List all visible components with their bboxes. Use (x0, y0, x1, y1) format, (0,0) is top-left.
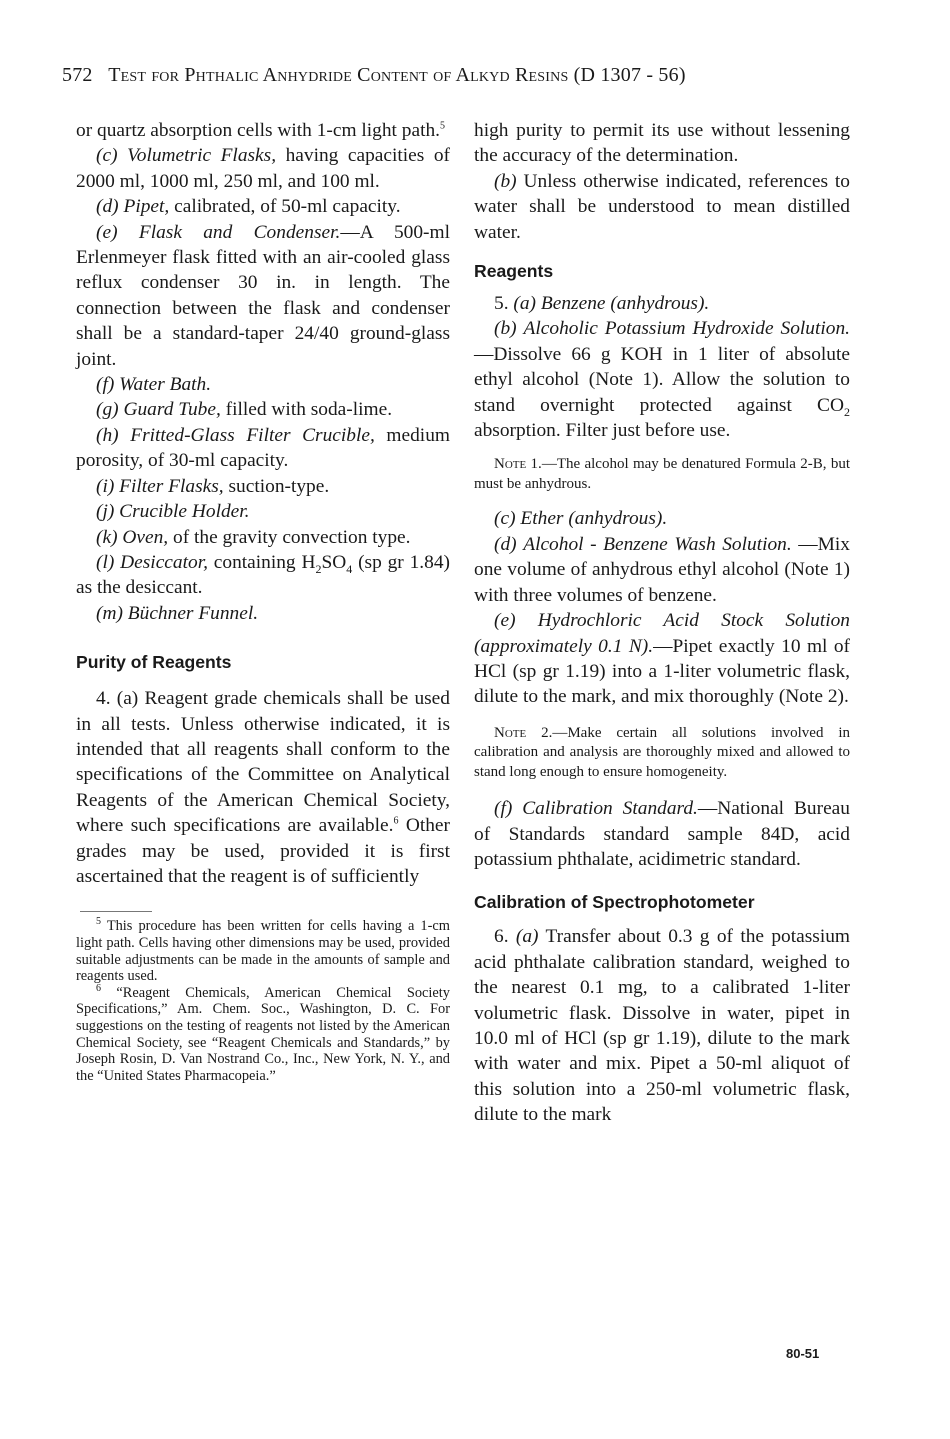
apparatus-b-continued: or quartz absorption cells with 1-cm light path.$^5$ (76, 120, 446, 141)
note-2: Note 2.—Make certain all solutions involved in calibration and analysis are thoroughly mixed and allowed to stand long enough to ensure homogeneity. (474, 724, 850, 780)
section-5b: (b) Alcoholic Potassium Hydroxide Solution.—Dissolve 66 g KOH in 1 liter of absolute ethyl alcohol (Note 1). Allow the solution to stand overnight protected against $CO_2$ absorption. Filter just before use. (474, 318, 850, 442)
section-6a: 6. (a) Transfer about 0.3 g of the potassium acid phthalate calibration standard, weighed to the nearest 0.1 mg, to a calibrated 1-liter volumetric flask. Dissolve in water, pipet in 10.0 ml of HCl (sp gr 1.19), dilute to the mark with water and mix. Pipet a 50-ml aliquot of this solution into a 250-ml volumetric flask, dilute to the mark (474, 926, 850, 1126)
footnote-ref-6: 6 (393, 815, 399, 827)
footnote-ref-5: 5 (440, 120, 446, 132)
apparatus-h: (h) Fritted-Glass Filter Crucible, medium porosity, of 30-ml capacity. (76, 424, 450, 472)
footnote-6: $^6$ “Reagent Chemicals, American Chemical Society Specifications,” Am. Chem. Soc., Washington, D. C. For suggestions on the testing of reagents not listed by the American Chemical Society, see “Reagent Chemicals and Standards,” by Joseph Rosin, D. Van Nostrand Co., Inc., New York, N. Y., and the “United States Pharmacopeia.” (76, 982, 450, 1084)
apparatus-j: (j) Crucible Holder. (96, 501, 250, 523)
heading-calibration: Calibration of Spectrophotometer (474, 892, 755, 913)
header-title: Test for Phthalic Anhydride Content of Alkyd Resins (108, 64, 569, 86)
section-5d: (d) Alcohol - Benzene Wash Solution. —Mix one volume of anhydrous ethyl alcohol (Note 1) with three volumes of benzene. (474, 533, 850, 606)
header-designation: (D 1307 - 56) (573, 64, 686, 86)
apparatus-c: (c) Volumetric Flasks, having capacities of 2000 ml, 1000 ml, 250 ml, and 100 ml. (76, 145, 450, 192)
footnote-5: $^5$ This procedure has been written for cells having a 1-cm light path. Cells having other dimensions may be used, provided suitable adjustments can be made in the amounts of sample and reagents used. (76, 916, 450, 985)
footnote-rule (80, 911, 152, 912)
apparatus-k: (k) Oven, of the gravity convection type. (96, 526, 411, 548)
right-column (474, 118, 850, 1128)
section-5a: 5. (a) Benzene (anhydrous). (494, 293, 710, 315)
footnotes (76, 911, 450, 1084)
heading-reagents: Reagents (474, 261, 554, 282)
apparatus-i: (i) Filter Flasks, suction-type. (96, 475, 330, 497)
apparatus-e: (e) Flask and Condenser.—A 500-ml Erlenmeyer flask fitted with an air-cooled glass reflux condenser 30 in. in length. The connection between the flask and condenser shall be a standard-taper 24/40 ground-glass joint. (76, 221, 450, 370)
note-1: Note 1.—The alcohol may be denatured Formula 2-B, but must be anhydrous. (474, 456, 851, 492)
section-4b: (b) Unless otherwise indicated, references to water shall be understood to mean distilled water. (474, 170, 850, 243)
page-number: 572 (62, 64, 93, 86)
apparatus-l: (l) Desiccator, containing $H_2SO_4$ (sp gr 1.84) as the desiccant. (76, 551, 450, 599)
section-4a-continued: high purity to permit its use without lessening the accuracy of the determination. (474, 120, 850, 167)
left-column (76, 118, 450, 1084)
section-5f: (f) Calibration Standard.—National Bureau of Standards standard sample 84D, acid potassium phthalate, acidimetric standard. (474, 798, 850, 871)
section-5e: (e) Hydrochloric Acid Stock Solution (approximately 0.1 N).—Pipet exactly 10 ml of HCl (sp gr 1.19) into a 1-liter volumetric flask, dilute to the mark, and mix thoroughly (Note 2). (474, 610, 850, 708)
apparatus-d: (d) Pipet, calibrated, of 50-ml capacity. (96, 196, 401, 218)
section-4a: 4. (a) Reagent grade chemicals shall be used in all tests. Unless otherwise indicated, it is intended that all reagents shall conform to the specifications of the Committee on Analytical Reagents of the American Chemical Society, where such specifications are available.$^6$ Other grades may be used, provided it is first ascertained that the reagent is of sufficiently (76, 688, 450, 887)
heading-purity-of-reagents: Purity of Reagents (76, 652, 232, 673)
apparatus-g: (g) Guard Tube, filled with soda-lime. (96, 399, 393, 421)
section-5c: (c) Ether (anhydrous). (494, 508, 668, 530)
folio-code: 80-51 (786, 1346, 820, 1361)
apparatus-m: (m) Büchner Funnel. (96, 602, 259, 624)
running-header (62, 64, 862, 87)
apparatus-f: (f) Water Bath. (96, 374, 212, 396)
